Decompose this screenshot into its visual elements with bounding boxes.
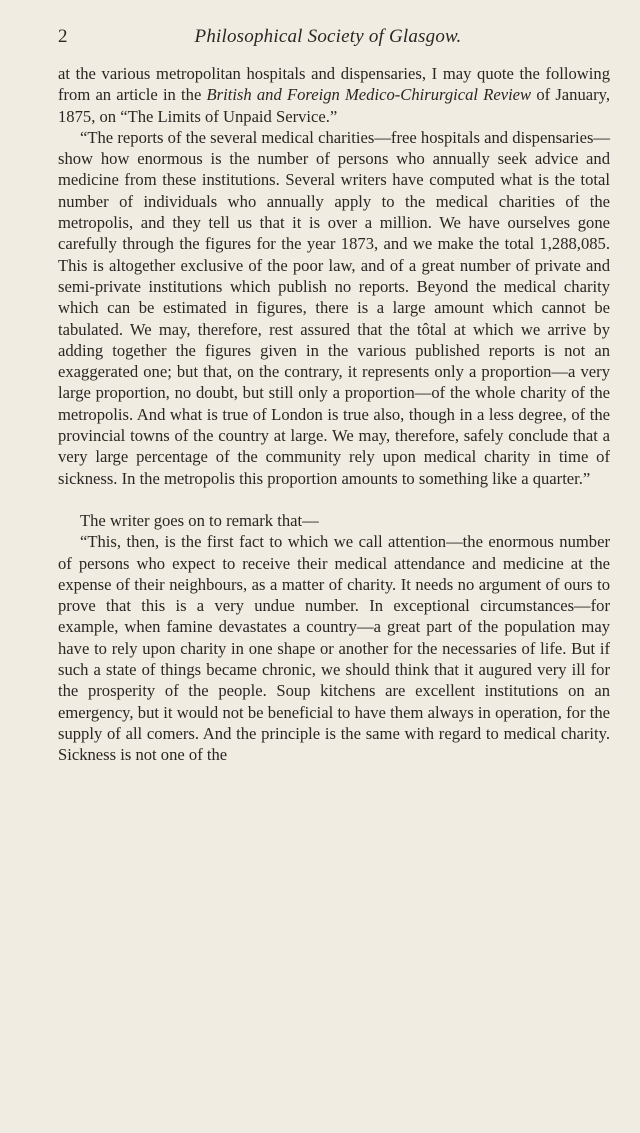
journal-title: British and Foreign Medico-Chirurgical Review: [206, 85, 532, 105]
paragraph-intro-text-start: at the various metropolitan hospitals and dispensaries, I may quote the following from an article in the: [58, 64, 610, 105]
paragraph-writer-remark: The writer goes on to remark that—: [80, 510, 319, 530]
quotation-paragraph-first-fact: “This, then, is the first fact to which we call attention—the enormous number of persons who expect to receive their medical attendance and medicine at the expense of their neighbours, as a matter of charity. It needs no argument of ours to prove that this is a very undue number. In exceptional circumstances—for example, when famine devastates a country—a great part of the population may have to rely upon charity in one shape or another for the necessaries of life. But if such a state of things became chronic, we should think that it augured very ill for the prosperity of the people. Soup kitchens are excellent institutions on an emergency, but it would not be beneficial to have them always in operation, for the supply of all comers. And the principle is the same with regard to medical charity. Sickness is not one of the: [58, 532, 610, 765]
quotation-paragraph-reports: “The reports of the several medical charities—free hospitals and dispensaries—show how enormous is the number of persons who annually seek advice and medicine from these institutions. Several writers have computed what is the total number of individuals who annually apply to the medical charities of the metropolis, and they tell us that it is over a million. We have ourselves gone carefully through the figures for the year 1873, and we make the total 1,288,085. This is altogether exclusive of the poor law, and of a great number of private and semi-private institutions which publish no reports. Beyond the medical charity which can be estimated in figures, there is a large amount which cannot be tabulated. We may, therefore, rest assured that the tôtal at which we arrive by adding together the figures given in the various published reports is not an exaggerated one; but that, on the contrary, it represents only a proportion—a very large proportion, no doubt, but still only a proportion—of the whole charity of the metropolis. And what is true of London is true also, though in a less degree, of the provincial towns of the country at large. We may, therefore, safely conclude that a very large percentage of the community rely upon medical charity in time of sickness. In the metropolis this proportion amounts to something like a quarter.”: [58, 127, 610, 488]
body-text: [58, 63, 610, 766]
running-head: Philosophical Society of Glasgow.: [194, 26, 462, 47]
page-header: [58, 26, 598, 52]
paragraph-intro: [58, 63, 610, 127]
paragraph-intro-text-end: of January, 1875, on “The Limits of Unpaid Service.”: [58, 85, 611, 126]
page-number: 2: [58, 26, 68, 47]
